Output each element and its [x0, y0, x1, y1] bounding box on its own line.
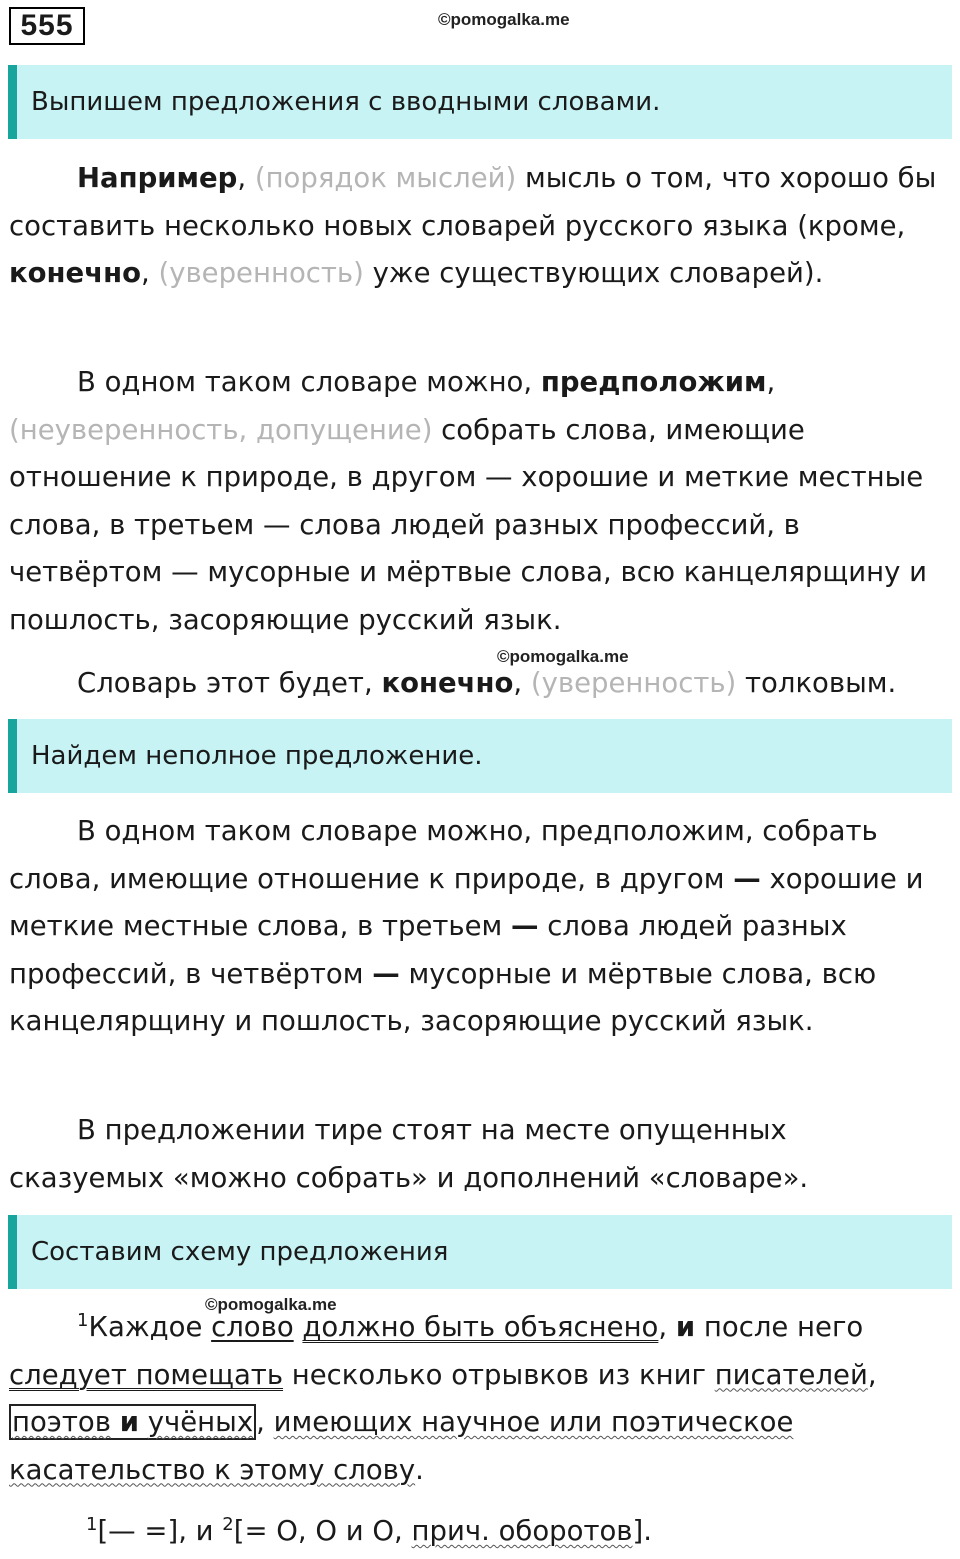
homogeneous-member: писателей	[714, 1358, 868, 1391]
text: ,	[237, 162, 247, 194]
text: ,	[766, 366, 776, 398]
paragraph-2	[9, 359, 946, 644]
subject: слово	[211, 1311, 294, 1343]
text: В одном таком словаре можно,	[77, 366, 541, 398]
conjunction: и	[119, 1406, 139, 1438]
text: собрать слова, имеющие отношение к природе, в другом — хорошие и меткие местные слова, в третьем — слова людей разных профессий, в четвёртом — мусорные и мёртвые слова, всю канцелярщину и пошлость, засоряющие русский язык.	[9, 413, 928, 636]
text: мысль о том, что хорошо бы составить несколько новых словарей русского языка (кроме,	[9, 162, 937, 242]
text: Словарь этот будет,	[77, 667, 382, 699]
section-heading-1	[8, 65, 952, 139]
watermark: ©pomogalka.me	[438, 10, 570, 29]
parsed-sentence	[9, 1304, 946, 1494]
sentence-index: 1	[77, 1309, 89, 1331]
text: мусорные и мёртвые слова, всю канцелярщину и пошлость, засоряющие русский язык.	[9, 957, 877, 1037]
conjunction: и	[675, 1311, 696, 1343]
section-heading-1-text: Выпишем предложения с вводными словами.	[31, 87, 661, 117]
dash: —	[372, 957, 400, 990]
text: ,	[867, 1358, 877, 1391]
text: уже существующих словарей).	[363, 257, 824, 289]
meaning-note: (порядок мыслей)	[246, 162, 517, 194]
participial-phrase: имеющих научное или поэтическое касательство к этому слову	[9, 1406, 794, 1486]
paragraph-3	[9, 660, 946, 708]
homogeneous-box	[9, 1404, 256, 1440]
paragraph-5: В предложении тире стоят на месте опущенных сказуемых «можно собрать» и дополнений «словаре».	[9, 1114, 809, 1194]
clause-index: 2	[222, 1513, 234, 1535]
meaning-note: (уверенность)	[149, 257, 364, 289]
text: толковым.	[736, 667, 897, 699]
text: ,	[256, 1406, 274, 1438]
section-heading-2	[8, 719, 952, 793]
paragraph-4	[9, 808, 946, 1046]
section-heading-2-text: Найдем неполное предложение.	[31, 741, 483, 771]
clause-index: 1	[86, 1513, 98, 1535]
text: несколько отрывков из книг	[283, 1358, 715, 1391]
watermark: ©pomogalka.me	[497, 647, 629, 666]
homogeneous-member: учёных	[147, 1406, 254, 1438]
meaning-note: (уверенность)	[522, 667, 737, 699]
predicate: следует помещать	[9, 1358, 284, 1391]
scheme-text: [= О, О и О,	[233, 1515, 412, 1547]
text: .	[415, 1453, 424, 1486]
paragraph-1	[9, 155, 946, 298]
dash: —	[733, 862, 761, 895]
scheme-text: [— =], и	[97, 1515, 223, 1547]
text: ,	[658, 1311, 676, 1343]
text: после него	[695, 1311, 864, 1343]
scheme-text: ].	[632, 1515, 652, 1547]
text: слова людей разных профессий, в четвёртом	[9, 910, 847, 990]
scheme-participial: прич. оборотов	[411, 1515, 633, 1547]
dash: —	[511, 910, 539, 942]
intro-word: конечно	[9, 257, 141, 289]
intro-word: конечно	[381, 667, 514, 699]
section-heading-3-text: Составим схему предложения	[31, 1237, 449, 1267]
task-number: 555	[9, 7, 85, 45]
text: ,	[513, 667, 523, 699]
text: ,	[140, 257, 150, 289]
watermark: ©pomogalka.me	[205, 1295, 337, 1314]
section-heading-3	[8, 1215, 952, 1289]
text: хорошие и меткие местные слова, в третьем	[9, 862, 924, 942]
text: Каждое	[88, 1311, 212, 1343]
sentence-scheme	[86, 1508, 946, 1556]
text: В одном таком словаре можно, предположим, собрать слова, имеющие отношение к природе, в другом	[9, 815, 878, 895]
intro-word: Например	[77, 162, 238, 194]
homogeneous-member: поэтов	[12, 1406, 111, 1438]
intro-word: предположим	[540, 366, 767, 398]
meaning-note: (неуверенность, допущение)	[9, 413, 433, 446]
predicate: должно быть объяснено	[302, 1311, 659, 1343]
